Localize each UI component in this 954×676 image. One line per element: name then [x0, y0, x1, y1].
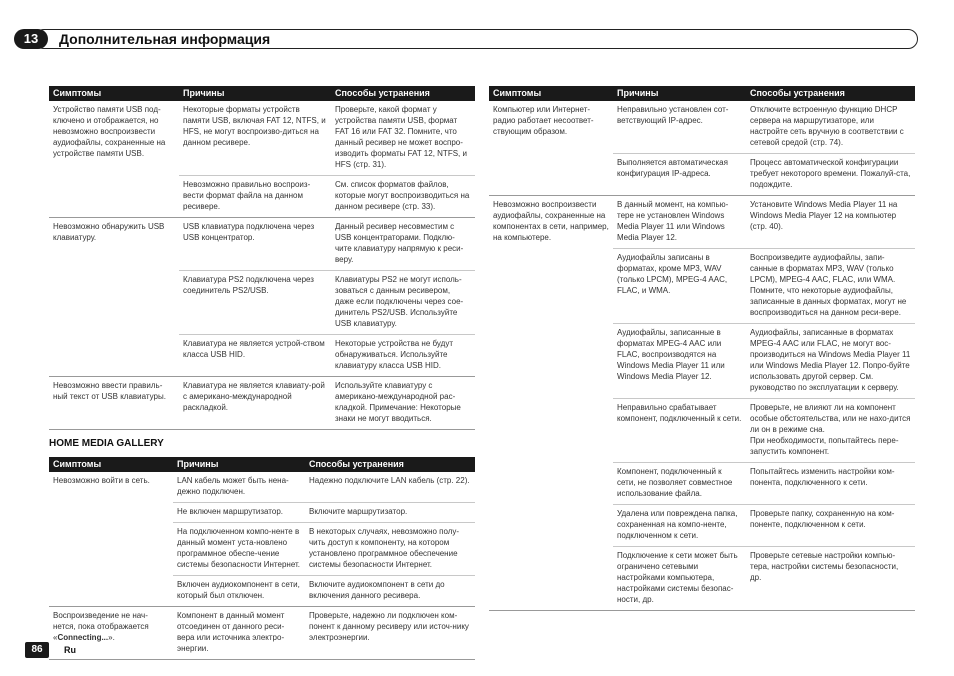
chapter-badge: 13	[14, 29, 48, 49]
cause-cell: На подключенном компо-ненте в данный момент уста-новлено программное обеспе-чение системы безопасности Интернет.	[173, 523, 305, 576]
remedy-cell: Установите Windows Media Player 11 на Windows Media Player 12 на компьютер (стр. 40).	[746, 196, 915, 249]
remedy-cell: Проверьте, какой формат у устройства памяти USB, формат FAT 16 или FAT 32. Помните, что данный ресивер не может воспро-изводить форматы FAT 12, NTFS, и HFS (стр. 31).	[331, 101, 475, 176]
table-row	[49, 377, 475, 430]
col-causes: Причины	[173, 457, 305, 472]
cause-cell: Клавиатура PS2 подключена через соединитель PS2/USB.	[179, 271, 331, 335]
left-column	[49, 86, 475, 660]
table-row	[49, 472, 475, 503]
table-row	[49, 218, 475, 271]
network-table	[489, 86, 915, 611]
remedy-cell: Воспроизведите аудиофайлы, запи-санные в форматах MP3, WAV (только LPCM), MPEG-4 AAC, FLAC, или WMA. Помните, что некоторые аудиофайлы, записанные в данных форматах, могут не воспроизводиться на данном реси-вере.	[746, 249, 915, 324]
right-column	[489, 86, 915, 611]
remedy-cell: Некоторые устройства не будут обнаруживаться. Используйте клавиатуру класса USB HID.	[331, 335, 475, 377]
symptom-cell: Устройство памяти USB под-ключено и отображается, но невозможно воспроизвести аудиофайлы, сохраненные на устройстве памяти USB.	[49, 101, 179, 218]
symptom-text-a: Воспроизведение не нач-нется, пока отображается «	[53, 611, 149, 642]
col-symptoms: Симптомы	[49, 457, 173, 472]
remedy-cell: Используйте клавиатуру с американо-международной рас-кладкой. Примечание: Некоторые знаки не могут вводиться.	[331, 377, 475, 430]
symptom-cell: Невозможно ввести правиль-ный текст от USB клавиатуры.	[49, 377, 179, 430]
remedy-cell: Клавиатуры PS2 не могут исполь-зоваться с данным ресивером, даже если подключены через сое-динитель PS2/USB. Используйте USB клавиатуру.	[331, 271, 475, 335]
section-title: HOME MEDIA GALLERY	[49, 438, 164, 449]
remedy-cell: Процесс автоматической конфигурации требует некоторого времени. Пожалуй-ста, подождите.	[746, 154, 915, 196]
cause-cell: Включен аудиокомпонент в сети, который был отключен.	[173, 576, 305, 607]
cause-cell: Клавиатура не является клавиату-рой с американо-международной раскладкой.	[179, 377, 331, 430]
symptom-cell: Компьютер или Интернет-радио работает несоответ-ствующим образом.	[489, 101, 613, 196]
remedy-cell: В некоторых случаях, невозможно полу-чить доступ к компоненту, на котором установлено программное обеспечение системы безопасности Интернет.	[305, 523, 475, 576]
page-header	[14, 29, 917, 49]
col-remedies: Способы устранения	[305, 457, 475, 472]
remedy-cell: Данный ресивер несовместим с USB концентраторами. Подклю-чите клавиатуру напрямую к реси-веру.	[331, 218, 475, 271]
table-row	[489, 101, 915, 154]
page-number: 86	[25, 642, 49, 658]
table-row	[49, 607, 475, 660]
col-remedies: Способы устранения	[746, 86, 915, 101]
symptom-text-c: ».	[108, 633, 115, 642]
remedy-cell: Проверьте папку, сохраненную на ком-поненте, подключенном к сети.	[746, 505, 915, 547]
cause-cell: Подключение к сети может быть ограничено сетевыми настройками компьютера, настройками системы безопас-ности, др.	[613, 547, 746, 611]
symptom-cell: Невозможно обнаружить USB клавиатуру.	[49, 218, 179, 377]
remedy-cell: См. список форматов файлов, которые могут воспроизводиться на данном ресивере (стр. 33).	[331, 176, 475, 218]
cause-cell: Удалена или повреждена папка, сохраненная на компо-ненте, подключенном к сети.	[613, 505, 746, 547]
remedy-cell: Включите аудиокомпонент в сети до включения данного ресивера.	[305, 576, 475, 607]
remedy-cell: Надежно подключите LAN кабель (стр. 22).	[305, 472, 475, 503]
cause-cell: Клавиатура не является устрой-ством класса USB HID.	[179, 335, 331, 377]
cause-cell: USB клавиатура подключена через USB концентратор.	[179, 218, 331, 271]
hmg-table-header	[49, 457, 475, 472]
cause-cell: Аудиофайлы записаны в форматах, кроме MP3, WAV (только LPCM), MPEG-4 AAC, FLAC, и WMA.	[613, 249, 746, 324]
cause-cell: LAN кабель может быть нена-дежно подключен.	[173, 472, 305, 503]
table-row	[489, 196, 915, 249]
symptom-cell: Невозможно войти в сеть.	[49, 472, 173, 607]
network-table-header	[489, 86, 915, 101]
cause-cell: Не включен маршрутизатор.	[173, 503, 305, 523]
table-row	[49, 101, 475, 176]
cause-cell: Неправильно срабатывает компонент, подключенный к сети.	[613, 399, 746, 463]
page-title: Дополнительная информация	[59, 31, 271, 47]
cause-cell: Компонент в данный момент отсоединен от данного реси-вера или источника электро-энергии.	[173, 607, 305, 660]
cause-cell: Неправильно установлен сот-ветствующий IP-адрес.	[613, 101, 746, 154]
hmg-table	[49, 457, 475, 660]
usb-table	[49, 86, 475, 430]
remedy-cell: Проверьте, не влияют ли на компонент особые обстоятельства, или не нахо-дится ли он в режиме сна. При необходимости, попытайтесь пере-запустить компонент.	[746, 399, 915, 463]
cause-cell: Выполняется автоматическая конфигурация IP-адреса.	[613, 154, 746, 196]
remedy-cell: Попытайтесь изменить настройки ком-понента, подключенного к сети.	[746, 463, 915, 505]
remedy-cell: Аудиофайлы, записанные в форматах MPEG-4 AAC или FLAC, не могут вос-производиться на Windows Media Player 11 или Windows Media Player 12. Попро-буйте использовать другой сервер. См. руководство по эксплуатации к серверу.	[746, 324, 915, 399]
symptom-cell: Невозможно воспроизвести аудиофайлы, сохраненные на компонентах в сети, например, на компьютере.	[489, 196, 613, 611]
cause-cell: Компонент, подключенный к сети, не позволяет совместное использование файла.	[613, 463, 746, 505]
col-causes: Причины	[179, 86, 331, 101]
cause-cell: В данный момент, на компью-тере не установлен Windows Media Player 11 или Windows Media Player 12.	[613, 196, 746, 249]
col-symptoms: Симптомы	[49, 86, 179, 101]
remedy-cell: Проверьте, надежно ли подключен ком-понент к данному ресиверу или источ-нику электроэнергии.	[305, 607, 475, 660]
col-causes: Причины	[613, 86, 746, 101]
remedy-cell: Включите маршрутизатор.	[305, 503, 475, 523]
col-remedies: Способы устранения	[331, 86, 475, 101]
remedy-cell: Отключите встроенную функцию DHCP сервера на маршрутизаторе, или настройте сеть вручную в соответствии с сетевой средой (стр. 74).	[746, 101, 915, 154]
language-label: Ru	[64, 645, 76, 655]
col-symptoms: Симптомы	[489, 86, 613, 101]
cause-cell: Некоторые форматы устройств памяти USB, включая FAT 12, NTFS, и HFS, не могут воспроизво-диться на данном ресивере.	[179, 101, 331, 176]
remedy-cell: Проверьте сетевые настройки компью-тера, настройки системы безопасности, др.	[746, 547, 915, 611]
usb-table-header	[49, 86, 475, 101]
cause-cell: Аудиофайлы, записанные в форматах MPEG-4 AAC или FLAC, воспроизводятся на Windows Media Player 11 или Windows Media Player 12.	[613, 324, 746, 399]
cause-cell: Невозможно правильно воспроиз-вести формат файла на данном ресивере.	[179, 176, 331, 218]
connecting-label: Connecting...	[57, 633, 109, 642]
